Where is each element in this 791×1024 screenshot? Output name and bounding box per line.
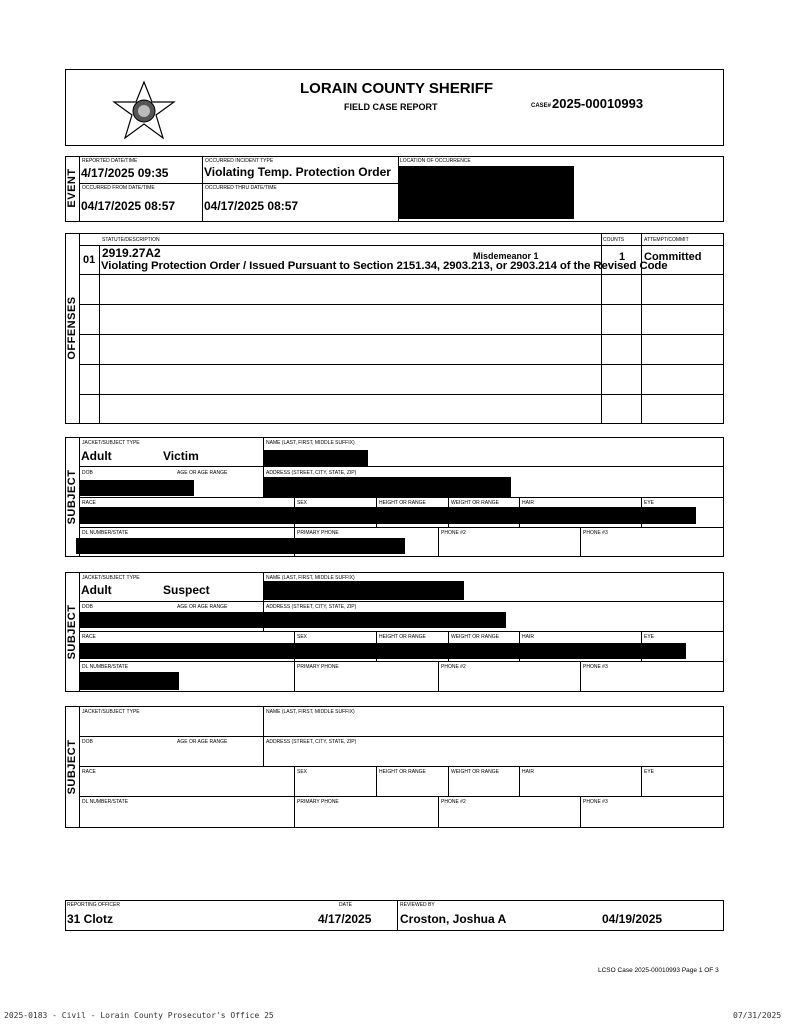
reviewed-date: 04/19/2025 [602,912,663,926]
subject-1-dob-redaction [80,480,194,496]
reported-value: 4/17/2025 09:35 [81,166,169,180]
reviewed-label: REVIEWED BY [400,902,435,908]
subject-3-phone3-label: PHONE #3 [583,799,608,805]
subject-3-age-label: AGE OR AGE RANGE [177,739,228,745]
offense-statute: 2919.27A2 [102,246,161,260]
subject-1-age-label: AGE OR AGE RANGE [177,470,228,476]
subject-1-hair-label: HAIR [522,500,534,506]
date-value: 4/17/2025 [318,912,372,926]
subject-2-height-label: HEIGHT OR RANGE [379,634,426,640]
subject-1-dl-phone-redaction [76,538,405,554]
subject-1-jacket: Adult [81,449,112,463]
subject-2-weight-label: WEIGHT OR RANGE [451,634,499,640]
occurred-from-value: 04/17/2025 08:57 [81,199,176,213]
subject-2-eye-label: EYE [644,634,655,640]
offense-degree: Misdemeanor 1 [473,251,539,261]
reported-label: REPORTED DATE/TIME [82,158,138,164]
subject-3-side-label: SUBJECT [66,739,78,795]
subject-3-hair-label: HAIR [522,769,534,775]
occurred-from-label: OCCURRED FROM DATE/TIME [82,185,155,191]
incident-type-label: OCCURRED INCIDENT TYPE [205,158,274,164]
sheriff-star-icon [108,80,180,144]
subject-1-primary-phone-label: PRIMARY PHONE [297,530,339,536]
occurred-thru-value: 04/17/2025 08:57 [204,199,299,213]
subject-2-address-label: ADDRESS (STREET, CITY, STATE, ZIP) [266,604,357,610]
bottom-right-date: 07/31/2025 [733,1011,782,1020]
subject-2-age-label: AGE OR AGE RANGE [177,604,228,610]
date-label: DATE [339,902,352,908]
subject-2-dob-address-redaction [80,612,506,628]
subject-3-sex-label: SEX [297,769,308,775]
counts-header: COUNTS [603,237,625,243]
attempt-header: ATTEMPT/COMMIT [644,237,689,243]
subject-3-primary-phone-label: PRIMARY PHONE [297,799,339,805]
subject-2-type-label: JACKET/SUBJECT TYPE [82,575,140,581]
subject-2-name-redaction [264,581,464,600]
subject-2-dob-label: DOB [82,604,93,610]
subject-3-height-label: HEIGHT OR RANGE [379,769,426,775]
location-label: LOCATION OF OCCURRENCE [400,158,471,164]
subject-1-phone2-label: PHONE #2 [441,530,466,536]
subject-2-sex-label: SEX [297,634,308,640]
subject-3-phone2-label: PHONE #2 [441,799,466,805]
subject-1-phone3-label: PHONE #3 [583,530,608,536]
subject-2-hair-label: HAIR [522,634,534,640]
subject-3-weight-label: WEIGHT OR RANGE [451,769,499,775]
subject-2-side-label: SUBJECT [66,604,78,660]
reviewed-value: Croston, Joshua A [400,912,507,926]
subject-3-dob-label: DOB [82,739,93,745]
subject-2-race-label: RACE [82,634,96,640]
subject-1-name-label: NAME (LAST, FIRST, MIDDLE SUFFIX) [266,440,355,446]
subject-2-type: Suspect [163,583,210,597]
subject-3-race-label: RACE [82,769,96,775]
page-reference: LCSO Case 2025-00010993 Page 1 OF 3 [598,967,719,974]
subject-3-address-label: ADDRESS (STREET, CITY, STATE, ZIP) [266,739,357,745]
officer-value: 31 Clotz [67,912,114,926]
subject-1-type: Victim [163,449,199,463]
case-label: CASE# [531,103,552,109]
subject-2-primary-phone-label: PRIMARY PHONE [297,664,339,670]
offense-description: Violating Protection Order / Issued Pursuant to Section 2151.34, 2903.213, or 2903.214 of the Revised Code [101,260,668,272]
subject-2-phone3-label: PHONE #3 [583,664,608,670]
subject-2-name-label: NAME (LAST, FIRST, MIDDLE SUFFIX) [266,575,355,581]
event-side-label: EVENT [66,168,78,208]
case-number: 2025-00010993 [552,96,644,111]
officer-label: REPORTING OFFICER [67,902,120,908]
occurred-thru-label: OCCURRED THRU DATE/TIME [205,185,277,191]
location-redaction [398,166,574,219]
subject-1-address-label: ADDRESS (STREET, CITY, STATE, ZIP) [266,470,357,476]
subject-1-weight-label: WEIGHT OR RANGE [451,500,499,506]
agency-title: LORAIN COUNTY SHERIFF [300,80,494,97]
subject-3-name-label: NAME (LAST, FIRST, MIDDLE SUFFIX) [266,709,355,715]
subject-1-side-label: SUBJECT [66,469,78,525]
subject-2-dl-label: DL NUMBER/STATE [82,664,129,670]
offense-count: 1 [619,251,626,263]
subject-1-dob-label: DOB [82,470,93,476]
subject-1-type-label: JACKET/SUBJECT TYPE [82,440,140,446]
statute-header: STATUTE/DESCRIPTION [102,237,160,243]
bottom-left-stamp: 2025-0183 - Civil - Lorain County Prosecutor's Office 25 [4,1011,274,1020]
subject-1-race-label: RACE [82,500,96,506]
subject-1-height-label: HEIGHT OR RANGE [379,500,426,506]
subject-1-dl-label: DL NUMBER/STATE [82,530,129,536]
subject-3-eye-label: EYE [644,769,655,775]
subject-2-jacket: Adult [81,583,112,597]
subject-1-eye-label: EYE [644,500,655,506]
subject-2-dl-redaction [80,672,179,690]
subject-section-3 [65,706,724,828]
subject-1-sex-label: SEX [297,500,308,506]
subject-2-phone2-label: PHONE #2 [441,664,466,670]
subject-1-descriptors-redaction [80,507,696,524]
subject-1-name-redaction [264,450,368,466]
subject-3-dl-label: DL NUMBER/STATE [82,799,129,805]
subject-1-address-redaction [264,477,511,497]
offense-row-number: 01 [83,254,96,266]
subject-2-descriptors-redaction [80,643,686,659]
form-title: FIELD CASE REPORT [344,102,438,112]
subject-3-type-label: JACKET/SUBJECT TYPE [82,709,140,715]
incident-type-value: Violating Temp. Protection Order [204,165,391,179]
offenses-side-label: OFFENSES [66,296,78,360]
offense-attempt-commit: Committed [644,251,702,263]
